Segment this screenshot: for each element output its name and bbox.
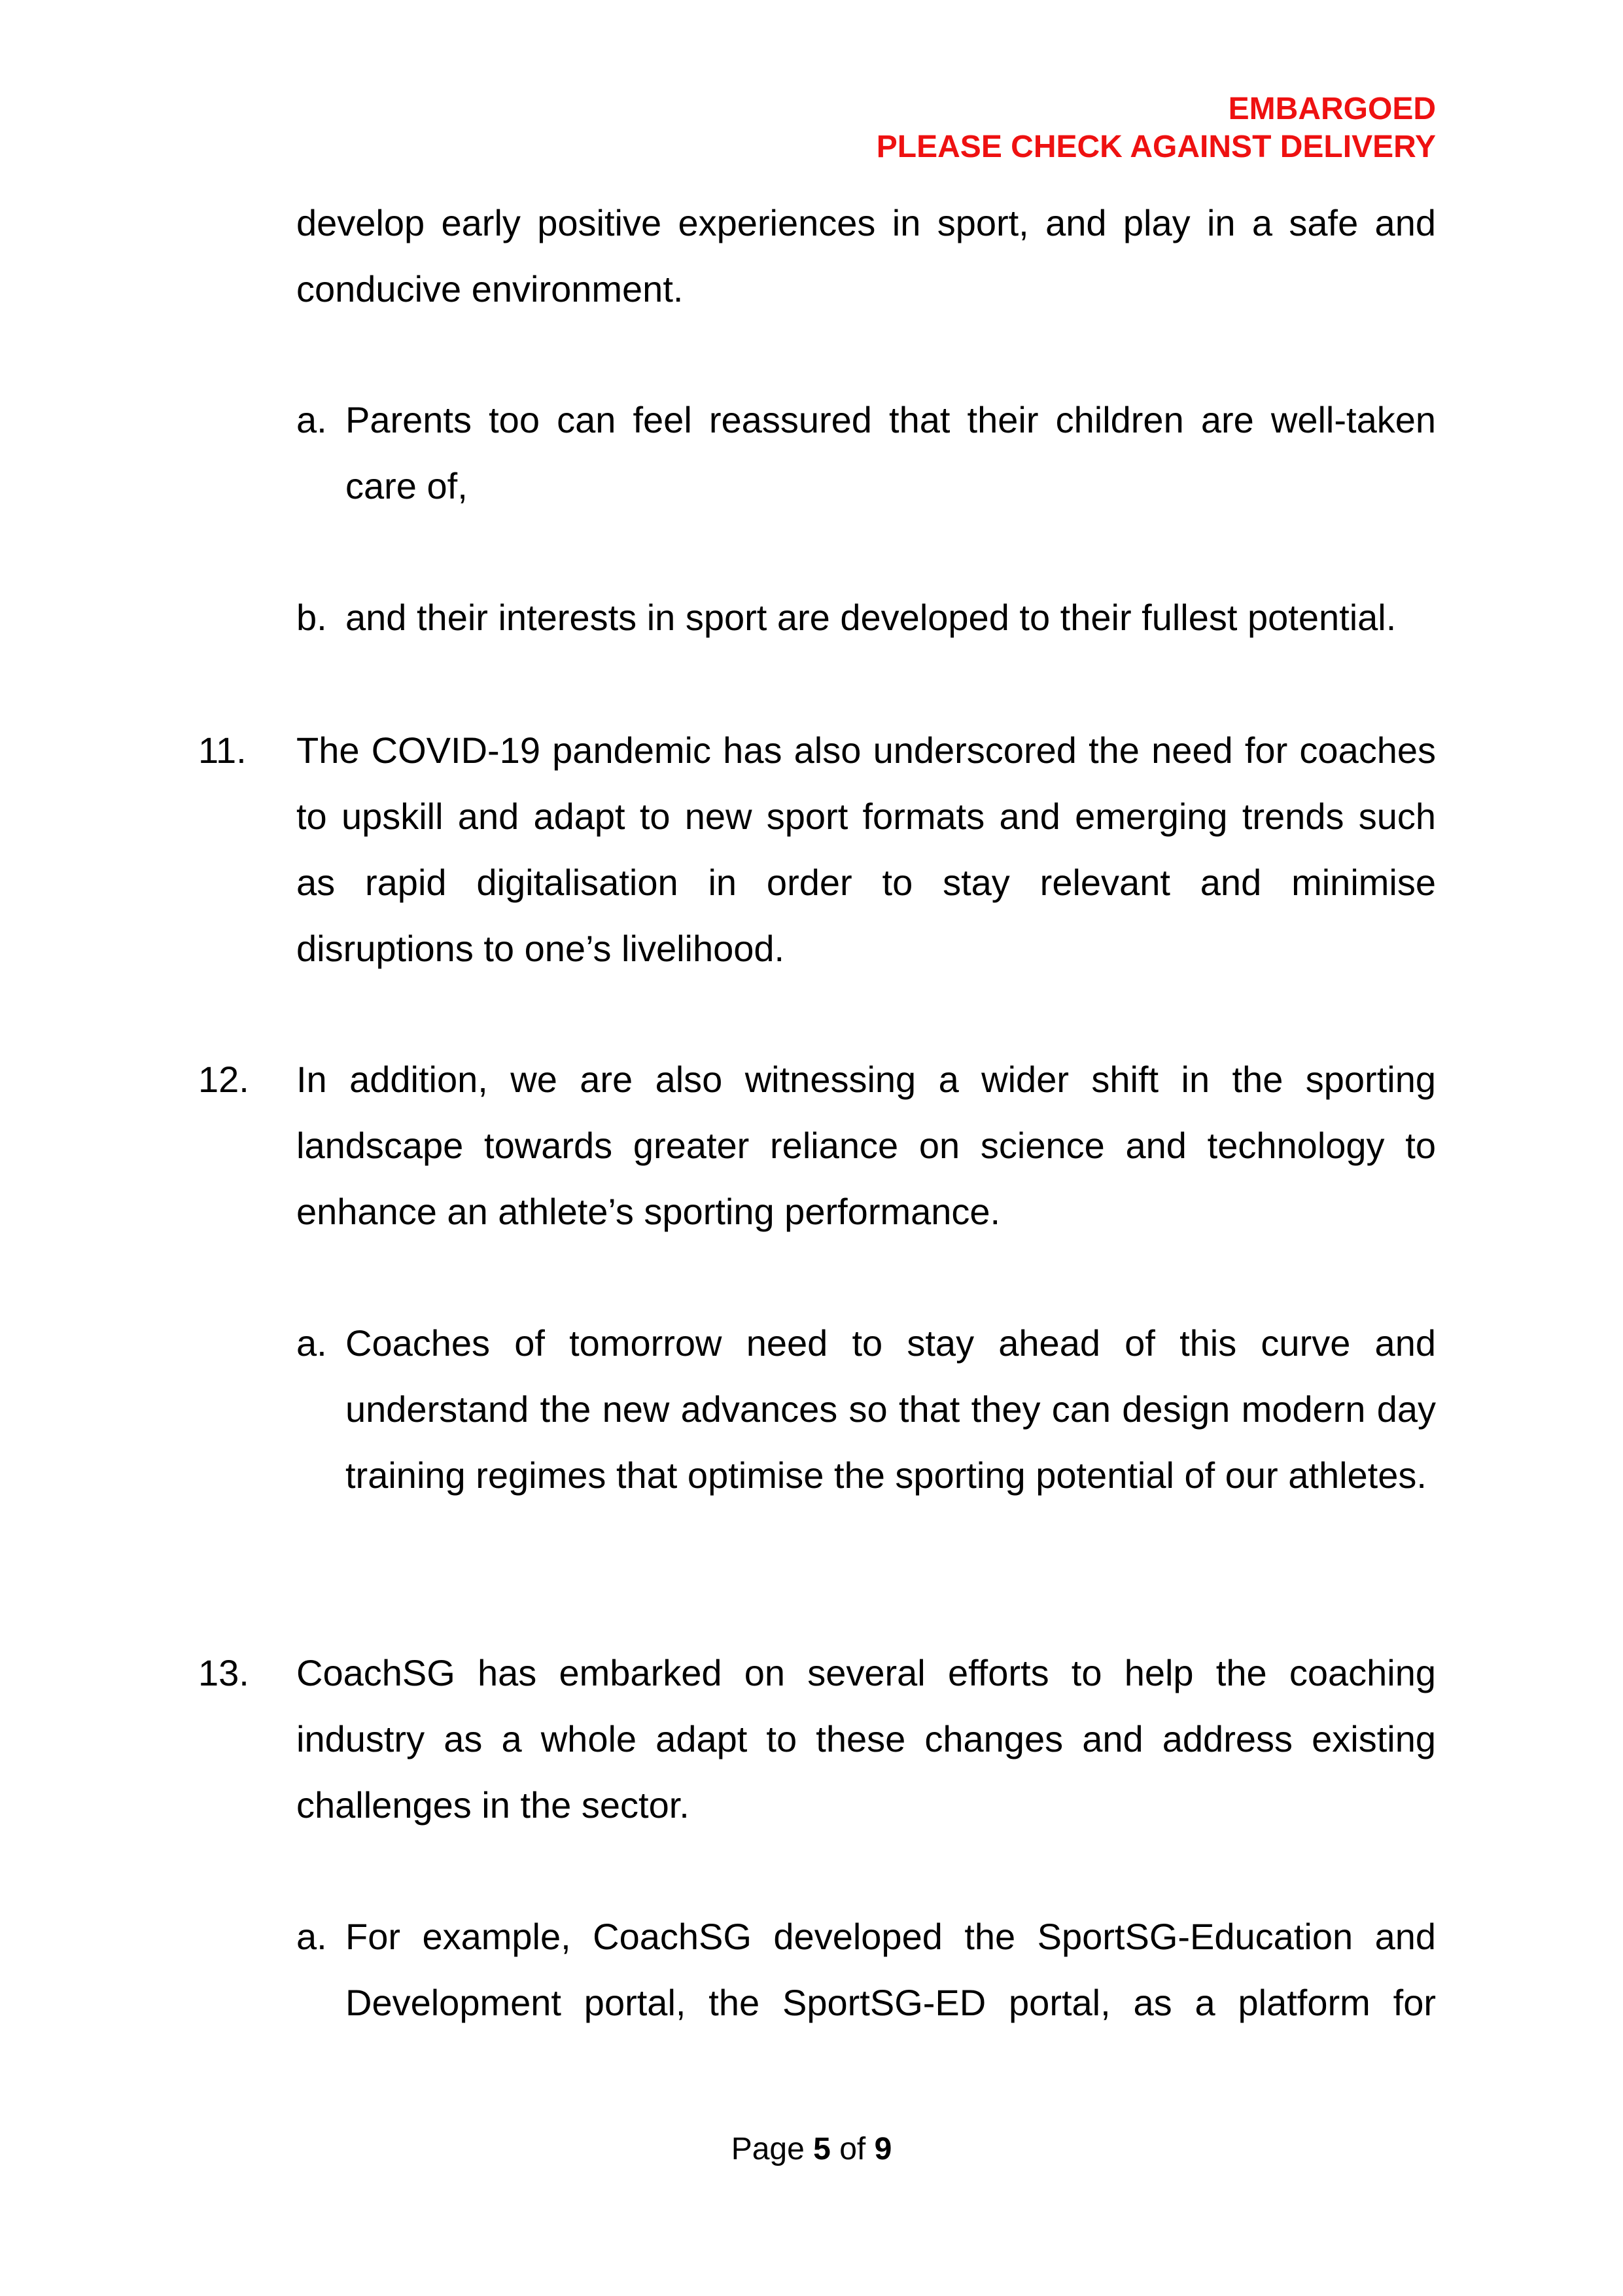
item-label: a. (296, 399, 327, 440)
paragraph-number: 11. (198, 730, 247, 771)
item-text: and their interests in sport are developed to their fullest potential. (345, 597, 1397, 638)
paragraph-number: 12. (198, 1059, 249, 1100)
intro-paragraph: develop early positive experiences in sport, and play in a safe and conducive environment. (296, 202, 1436, 309)
item-text: Parents too can feel reassured that their children are well-taken care of, (345, 399, 1436, 506)
item-text: For example, CoachSG developed the SportSG-Education and Development portal, the SportSG-ED portal, as a platform for (345, 1916, 1436, 2023)
page-of: of (839, 2132, 866, 2166)
paragraph-13: CoachSG has embarked on several efforts to help the coaching industry as a whole adapt to these changes and address existing challenges in the sector. (296, 1652, 1436, 1826)
delivery-notice: PLEASE CHECK AGAINST DELIVERY (876, 130, 1436, 164)
item-label: b. (296, 597, 327, 638)
page-prefix: Page (731, 2132, 805, 2166)
item-label: a. (296, 1322, 327, 1364)
paragraph-12: In addition, we are also witnessing a wider shift in the sporting landscape towards greater reliance on science and technology to enhance an athlete’s sporting performance. (296, 1059, 1436, 1232)
item-text: Coaches of tomorrow need to stay ahead of this curve and understand the new advances so that they can design modern day training regimes that optimise the sporting potential of our athletes. (345, 1322, 1436, 1496)
page-current: 5 (813, 2132, 831, 2166)
item-label: a. (296, 1916, 327, 1957)
page-footer (0, 2130, 1623, 2169)
page-total: 9 (874, 2132, 892, 2166)
embargo-label: EMBARGOED (1228, 92, 1436, 126)
embargo-header (877, 90, 1436, 166)
paragraph-number: 13. (198, 1652, 249, 1693)
paragraph-11: The COVID-19 pandemic has also underscored the need for coaches to upskill and adapt to new sport formats and emerging trends such as rapid digitalisation in order to stay relevant and minimise disruptions to one’s livelihood. (296, 730, 1436, 969)
